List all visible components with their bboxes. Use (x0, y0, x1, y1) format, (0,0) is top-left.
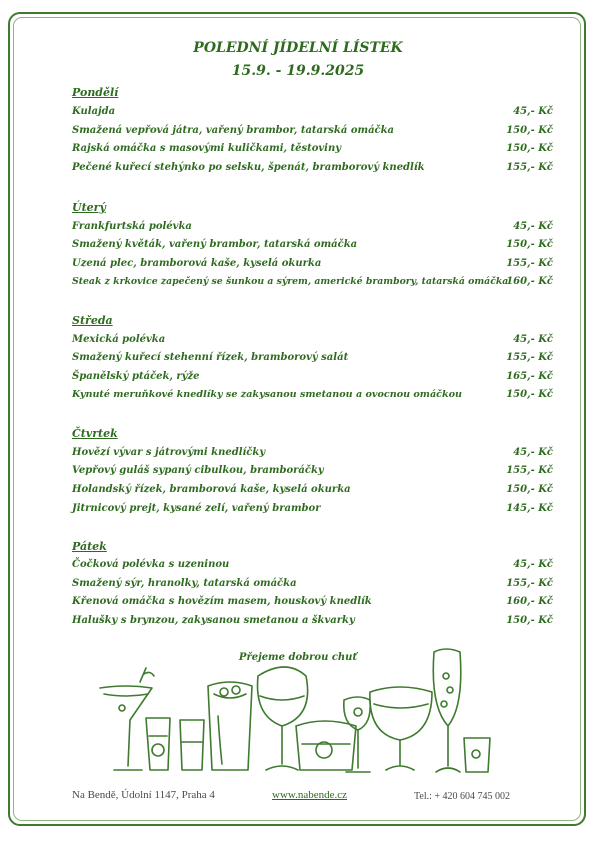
menu-item-price: 45,- Kč (513, 559, 553, 570)
menu-item-name: Smažený sýr, hranolky, tatarská omáčka (72, 578, 297, 589)
menu-item (72, 162, 553, 177)
day-heading-wednesday: Středa (72, 314, 113, 327)
menu-item-name: Španělský ptáček, rýže (72, 371, 200, 382)
menu-item-price: 45,- Kč (513, 447, 553, 458)
menu-item-price: 150,- Kč (506, 484, 553, 495)
menu-dates: 15.9. - 19.9.2025 (231, 63, 365, 79)
menu-item-name: Pečené kuřecí stehýnko po selsku, špenát, bramborový knedlík (72, 162, 425, 173)
menu-item (72, 503, 553, 518)
menu-item-name: Rajská omáčka s masovými kuličkami, těstoviny (72, 143, 342, 154)
menu-item (72, 596, 553, 611)
menu-item-price: 160,- Kč (506, 276, 553, 287)
footer-website-link[interactable]: www.nabende.cz (272, 789, 348, 801)
menu-item (72, 106, 553, 121)
menu-item (72, 447, 553, 462)
menu-item-price: 45,- Kč (513, 106, 553, 117)
menu-item (72, 559, 553, 574)
bon-appetit-text: Přejeme dobrou chuť (238, 652, 358, 663)
day-heading-tuesday: Úterý (72, 201, 106, 214)
menu-item (72, 615, 553, 630)
menu-item (72, 143, 553, 158)
menu-item-name: Křenová omáčka s hovězím masem, houskový knedlík (72, 596, 372, 607)
menu-item-name: Čočková polévka s uzeninou (72, 559, 230, 570)
menu-item (72, 221, 553, 236)
menu-item (72, 239, 553, 254)
menu-item-name: Smažený květák, vařený brambor, tatarská omáčka (72, 239, 358, 250)
footer-address: Na Bendě, Údolní 1147, Praha 4 (72, 789, 215, 801)
menu-item-price: 165,- Kč (506, 371, 553, 382)
menu-item-name: Smažený kuřecí stehenní řízek, bramborový salát (72, 352, 349, 363)
menu-item-name: Vepřový guláš sypaný cibulkou, bramboráčky (72, 465, 324, 476)
menu-item (72, 334, 553, 349)
day-heading-thursday: Čtvrtek (72, 427, 118, 440)
menu-item-price: 155,- Kč (506, 465, 553, 476)
menu-item-name: Kynuté meruňkové knedlíky se zakysanou smetanou a ovocnou omáčkou (72, 389, 463, 400)
menu-item-name: Steak z krkovice zapečený se šunkou a sýrem, americké brambory, tatarská omáčka (72, 276, 509, 287)
menu-item-name: Holandský řízek, bramborová kaše, kyselá okurka (72, 484, 351, 495)
menu-item (72, 578, 553, 593)
menu-item (72, 484, 553, 499)
menu-item (72, 389, 553, 404)
menu-item-name: Hovězí vývar s játrovými knedlíčky (72, 447, 266, 458)
menu-item (72, 465, 553, 480)
day-heading-friday: Pátek (72, 540, 107, 553)
menu-item-name: Smažená vepřová játra, vařený brambor, tatarská omáčka (72, 125, 395, 136)
menu-item-price: 150,- Kč (506, 615, 553, 626)
menu-item (72, 276, 553, 291)
menu-item-price: 155,- Kč (506, 258, 553, 269)
menu-item-price: 150,- Kč (506, 239, 553, 250)
menu-item-price: 155,- Kč (506, 352, 553, 363)
menu-title: POLEDNÍ JÍDELNÍ LÍSTEK (193, 40, 403, 56)
menu-item-price: 150,- Kč (506, 125, 553, 136)
day-heading-monday: Pondělí (72, 86, 119, 99)
menu-item-name: Frankfurtská polévka (72, 221, 192, 232)
menu-item-price: 150,- Kč (506, 389, 553, 400)
menu-item (72, 352, 553, 367)
menu-item-price: 45,- Kč (513, 221, 553, 232)
menu-item-price: 155,- Kč (506, 162, 553, 173)
menu-item-name: Halušky s brynzou, zakysanou smetanou a škvarky (72, 615, 355, 626)
menu-item-name: Mexická polévka (72, 334, 166, 345)
menu-item-price: 150,- Kč (506, 143, 553, 154)
footer-phone: Tel.: + 420 604 745 002 (414, 791, 511, 802)
menu-item-price: 160,- Kč (506, 596, 553, 607)
menu-item-price: 145,- Kč (506, 503, 553, 514)
drink-glasses-illustration (96, 646, 500, 776)
menu-item-name: Uzená plec, bramborová kaše, kyselá okurka (72, 258, 322, 269)
menu-item-name: Kulajda (72, 106, 116, 117)
menu-item (72, 258, 553, 273)
menu-item-name: Jitrnicový prejt, kysané zelí, vařený brambor (72, 503, 321, 514)
menu-item (72, 125, 553, 140)
menu-item-price: 155,- Kč (506, 578, 553, 589)
menu-item (72, 371, 553, 386)
menu-item-price: 45,- Kč (513, 334, 553, 345)
